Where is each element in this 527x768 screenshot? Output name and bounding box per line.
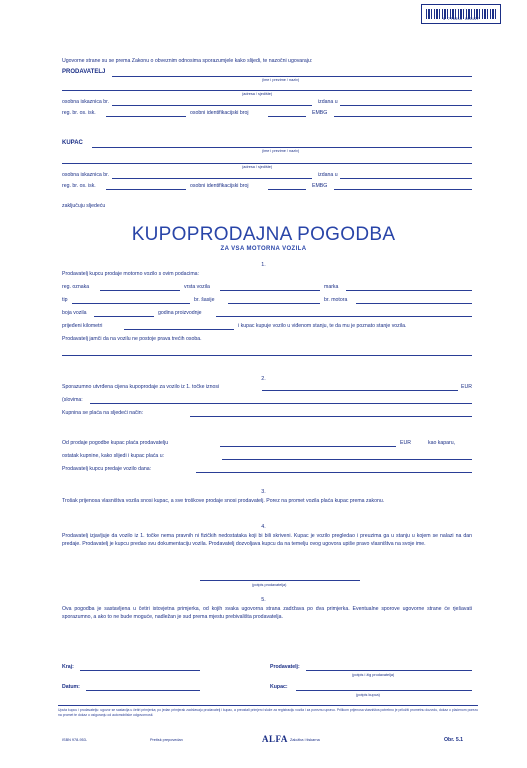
buyer-tax-line[interactable]	[268, 189, 306, 190]
s2-words-label: (slovima:	[62, 397, 83, 403]
s2-deposit-note: kao kaparu,	[428, 440, 456, 446]
s2-words-line[interactable]	[90, 403, 472, 404]
seller-idcard-line[interactable]	[112, 105, 312, 106]
date-line[interactable]	[86, 690, 200, 691]
seller-reg-line[interactable]	[106, 116, 186, 117]
s4-sign-hint: (potpis prodavatelja)	[252, 583, 287, 587]
s1-chassis-line[interactable]	[228, 303, 320, 304]
s1-extra-line[interactable]	[62, 355, 472, 356]
seller-label: PRODAVATELJ	[62, 69, 106, 75]
footer-brand-logo: ALFA	[262, 734, 288, 744]
section-4-number: 4.	[261, 524, 266, 530]
sign-seller-label: Prodavatelj:	[270, 664, 300, 670]
seller-issued-label: izdana u	[318, 99, 338, 105]
section-2-number: 2.	[261, 376, 266, 382]
sign-buyer-hint: (potpis kupca)	[356, 693, 380, 697]
section-1-intro: Prodavatelj kupcu prodaje motorno vozilo s ovim podacima:	[62, 271, 199, 277]
buyer-tax-label: osobni identifikacijski broj	[190, 183, 249, 189]
s2-price-label: Sporazumno utvrđena cijena kupoprodaje za vozilo iz 1. točke iznosi	[62, 384, 220, 390]
s1-km-line[interactable]	[124, 329, 234, 330]
section-1-number: 1.	[261, 262, 266, 268]
buyer-label: KUPAC	[62, 140, 83, 146]
footer-form-number: Obr. 5.1	[444, 737, 464, 743]
section-3-number: 3.	[261, 489, 266, 495]
s2-rest-line[interactable]	[222, 459, 472, 460]
s1-type-line[interactable]	[220, 290, 320, 291]
s1-model-label: tip	[62, 297, 68, 303]
s2-handover-line[interactable]	[196, 472, 472, 473]
footer-brand-hint: Založba i tiskarna	[290, 738, 320, 742]
barcode-text: 9 770353 106127	[442, 18, 479, 22]
conclusion-text: zaključuju sljedeću	[62, 203, 106, 209]
seller-name-line[interactable]	[112, 76, 472, 77]
document-subtitle: ZA VSA MOTORNA VOZILA	[220, 246, 307, 252]
s1-year-line[interactable]	[216, 316, 472, 317]
s1-engine-line[interactable]	[356, 303, 472, 304]
date-label: Datum:	[62, 684, 80, 690]
footer-code: ISBN 978-953-	[62, 738, 88, 742]
footnote-text: Uputa kupcu i prodavatelju: ugovor se sastavlja u četiri primjerka; po jedan primjerak zadržavaju prodavatelj i kupac, a preostali primjerci služe za registraciju vozila i za poreznu upravu. Prilikom prijenosa vlasništva potrebno je priložiti prometnu dozvolu, dokaz o plaćenom porezu na promet te dokaz o osiguranju od automobilske odgovornosti.	[58, 708, 478, 717]
section-4-text: Prodavatelj izjavljuje da vozilo iz 1. točke nema pravnih ni fizičkih nedostataka koji bi bili skriveni. Kupac je vozilo pregledao i preuzima ga u stanju u kojem se nalazi na dan predaje. Prodavatelj je kupcu predao svu dokumentaciju vozila. Prodavatelj dozvoljava kupcu da na temelju ovog ugovora upiše pravo vlasništva na svoje ime.	[62, 533, 472, 548]
seller-name-hint: (ime i prezime / naziv)	[262, 78, 300, 82]
s2-payment-line[interactable]	[190, 416, 472, 417]
document-title: KUPOPRODAJNA POGODBA	[131, 224, 396, 245]
s1-reg-line[interactable]	[100, 290, 180, 291]
s1-km-text: i kupac kupuje vozilo u viđenom stanju, te da mu je poznato stanje vozila.	[238, 323, 407, 329]
s1-color-label: boja vozila	[62, 310, 87, 316]
place-label: Kraj:	[62, 664, 74, 670]
sign-buyer-line[interactable]	[296, 690, 472, 691]
seller-address-line[interactable]	[62, 90, 472, 91]
s1-color-line[interactable]	[94, 316, 154, 317]
s1-year-label: godina proizvodnje	[158, 310, 202, 316]
seller-tax-line[interactable]	[268, 116, 306, 117]
buyer-address-line[interactable]	[62, 163, 472, 164]
intro-text: Ugovorne strane su se prema Zakonu o obveznim odnosima sporazumjele kako slijedi, te nazočni ugovaraju:	[62, 58, 313, 64]
s2-currency: EUR	[461, 384, 472, 390]
buyer-address-hint: (adresa / sjedište)	[242, 165, 273, 169]
s2-handover-label: Prodavatelj kupcu predaje vozilo dana:	[62, 466, 152, 472]
sign-buyer-label: Kupac:	[270, 684, 288, 690]
buyer-oib-line[interactable]	[334, 189, 472, 190]
section-5-number: 5.	[261, 597, 266, 603]
s2-deposit-label: Od prodaje pogodbe kupac plaća prodavatelju	[62, 440, 169, 446]
barcode	[421, 4, 501, 24]
s1-model-line[interactable]	[72, 303, 190, 304]
sign-seller-line[interactable]	[306, 670, 472, 671]
s1-type-label: vrsta vozila	[184, 284, 210, 290]
seller-address-hint: (adresa / sjedište)	[242, 92, 273, 96]
buyer-name-hint: (ime i prezime / naziv)	[262, 149, 300, 153]
s1-reg-label: reg. oznaka	[62, 284, 90, 290]
s1-brand-label: marka	[324, 284, 339, 290]
buyer-reg-label: reg. br. os. isk.	[62, 183, 96, 189]
seller-idcard-label: osobna iskaznica br.	[62, 99, 110, 105]
buyer-issued-label: izdana u	[318, 172, 338, 178]
s1-rights-text: Prodavatelj jamči da na vozilu ne postoje prava trećih osoba.	[62, 336, 202, 342]
s2-payment-label: Kupnina se plaća na sljedeći način:	[62, 410, 144, 416]
s1-km-label: prijeđeni kilometri	[62, 323, 103, 329]
seller-oib-line[interactable]	[334, 116, 472, 117]
s2-price-line[interactable]	[262, 390, 458, 391]
s2-deposit-line[interactable]	[220, 446, 396, 447]
seller-tax-label: osobni identifikacijski broj	[190, 110, 249, 116]
buyer-idcard-label: osobna iskaznica br.	[62, 172, 110, 178]
s2-rest-label: ostatak kupnine, kako slijedi i kupac plaća u:	[62, 453, 165, 459]
buyer-idcard-line[interactable]	[112, 178, 312, 179]
footer-print: Pretisk prepovedan	[150, 738, 183, 742]
sign-seller-hint: (potpis i žig prodavatelja)	[352, 673, 395, 677]
seller-oib-label: EMBG	[312, 110, 328, 116]
buyer-reg-line[interactable]	[106, 189, 186, 190]
section-5-text: Ova pogodba je sastavljena u četiri istovjetna primjerka, od kojih svaka ugovorna strana zadržava po dva primjerka. Eventualne sporove ugovorne strane će rješavati sporazumno, a ako to ne bude moguće, nadležan je sud prema mjestu prebivališta prodavatelja.	[62, 606, 472, 621]
footer-separator	[58, 705, 478, 706]
s4-sign-line[interactable]	[200, 580, 360, 581]
s1-brand-line[interactable]	[346, 290, 472, 291]
section-3-text: Trošak prijenosa vlasništva vozila snosi kupac, a sve troškove prodaje snosi prodavatelj. Porez na promet vozila plaća kupac prema zakonu.	[62, 498, 385, 504]
s2-deposit-currency: EUR	[400, 440, 411, 446]
s1-engine-label: br. motora	[324, 297, 348, 303]
buyer-name-line[interactable]	[92, 147, 472, 148]
buyer-oib-label: EMBG	[312, 183, 328, 189]
buyer-issued-line[interactable]	[340, 178, 472, 179]
seller-issued-line[interactable]	[340, 105, 472, 106]
place-line[interactable]	[80, 670, 200, 671]
s1-chassis-label: br. šasije	[194, 297, 215, 303]
seller-reg-label: reg. br. os. isk.	[62, 110, 96, 116]
